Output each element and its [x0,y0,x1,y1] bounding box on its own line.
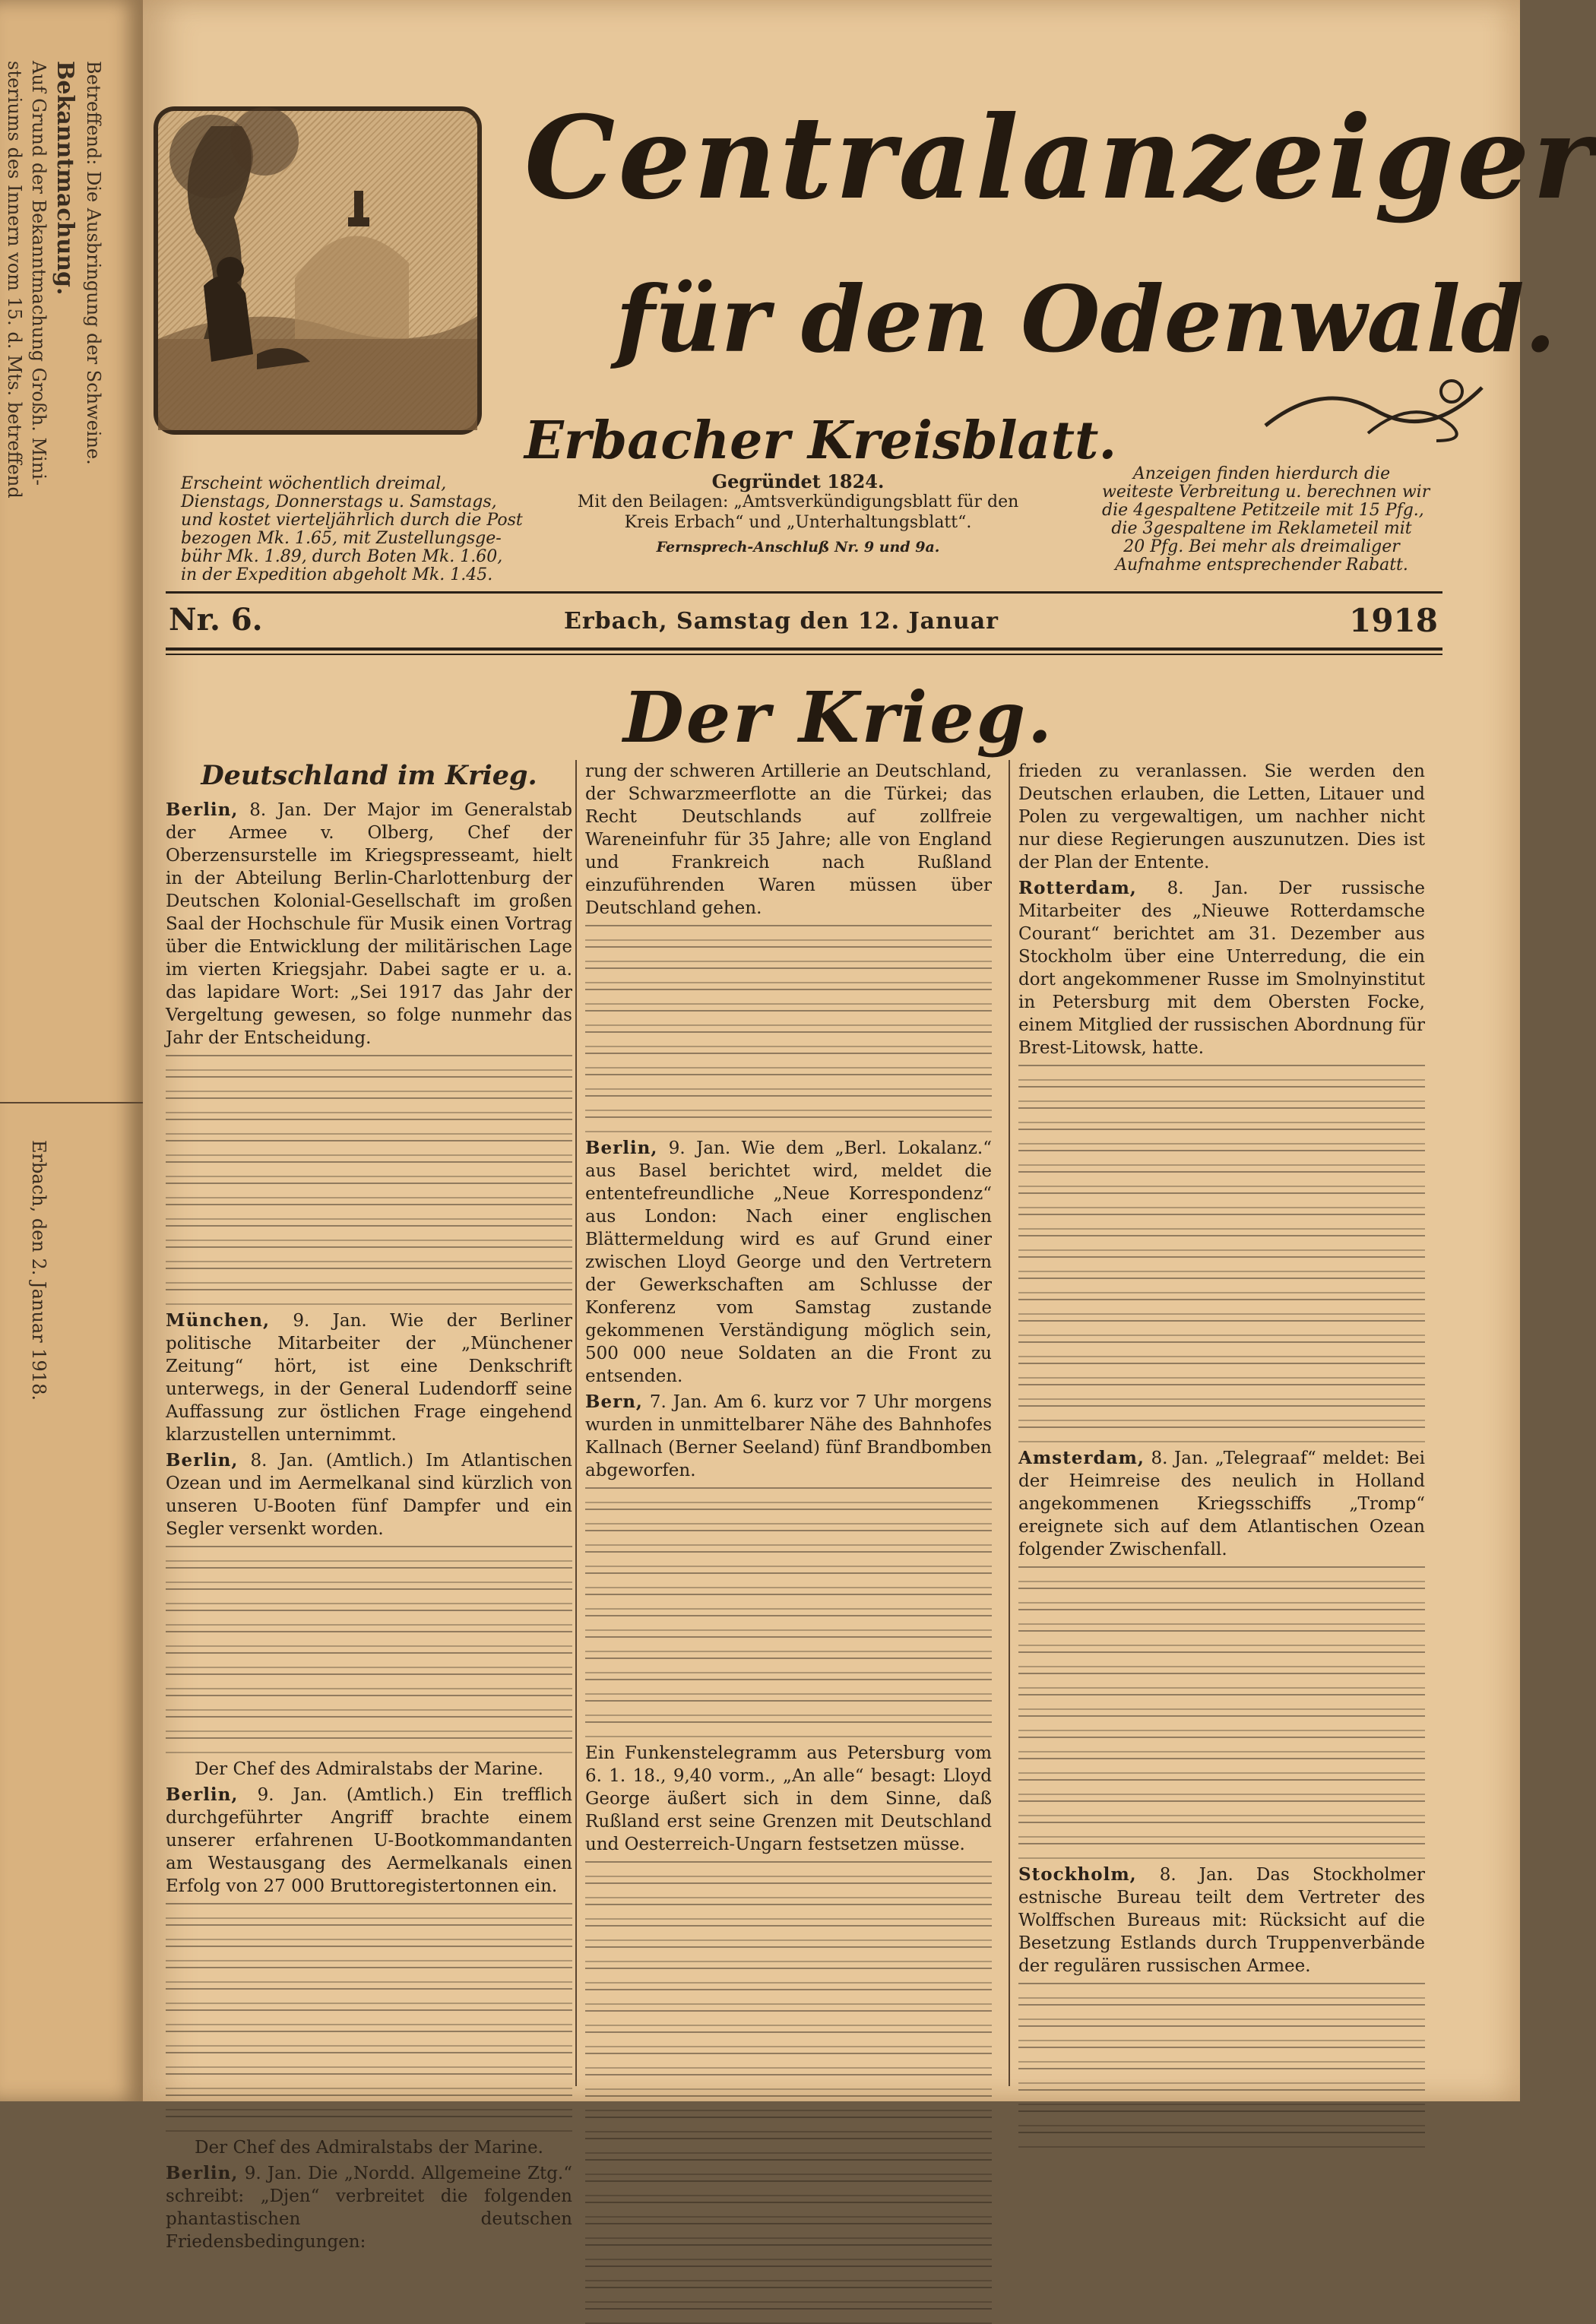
article-heading: Deutschland im Krieg. [201,760,537,791]
illegible-text-line [585,2031,992,2047]
illegible-text-line [585,1925,992,1941]
title-line-2: für den Odenwald. [616,266,1556,373]
illegible-text-line [585,1116,992,1132]
illegible-text-line [585,1615,992,1631]
illegible-text-line [166,1737,572,1753]
illegible-text-line [166,1246,572,1262]
illegible-text-line [585,2180,992,2196]
illegible-text-line [1018,1715,1425,1731]
illegible-text-line [166,1924,572,1940]
illegible-text-line [1018,1673,1425,1689]
article-paragraph: Berlin, 8. Jan. Der Major im Generalstab der Armee v. Olberg, Chef der Oberzensurstelle im Kriegspresseamt, hielt in der Abteilung Berlin-Charlottenburg der Deutschen Kolonial-Gesellschaft im großen Saal der Hochschule für Musik einen Vortrag über die Entwicklung der militärischen Lage im vierten Kriegsjahr. Dabei sagte er u. a. das lapidare Wort: „Sei 1917 das Jahr der Vergeltung gewesen, so folge nunmehr das Jahr der Entscheidung. [166,799,572,1048]
illegible-text-line [166,1225,572,1241]
divider [0,1102,143,1103]
divider [166,647,1442,651]
article-paragraph: Berlin, 9. Jan. Wie dem „Berl. Lokalanz.“ aus Basel berichtet wird, meldet die ententefreundliche „Neue Korrespondenz“ aus London: Nach einer englischen Blättermeldung wird es auf Grund einer zwischen Lloyd George und den Vertretern der Gewerkschaften am Schlusse der Konferenz vom Samstag zustande gekommenen Verständigung möglich sein, 500 000 neue Soldaten an die Front zu entsenden. [585,1138,992,1386]
publication-info: Gegründet 1824. Mit den Beilagen: „Amtsverkündigungsblatt für den Kreis Erbach“ und „Unterhaltungsblatt“. Fernsprech-Anschluß Nr. 9 und 9a. [562,471,1034,558]
illegible-text-line [585,2117,992,2132]
illegible-text-line [585,1509,992,1525]
illegible-text-line [166,2116,572,2132]
illegible-text-line [166,1204,572,1220]
phone-number: Fernsprech-Anschluß Nr. 9 und 9a. [656,539,940,556]
article-paragraph: frieden zu veranlassen. Sie werden den Deutschen erlauben, die Letten, Litauer und Polen zu vergewaltigen, um nachher nicht nur diese Regierungen auszunutzen. Dies ist der Plan der Entente. [1018,761,1425,872]
illegible-text-line [585,2010,992,2026]
illegible-text-line [1018,1800,1425,1816]
illegible-text-line [166,1055,572,1071]
side-strip-text: Betreffend: Die Ausbringung der Schweine. [83,61,104,465]
place-date: Erbach, Samstag den 12. Januar [564,608,999,635]
illegible-text-line [166,1610,572,1626]
illegible-text-line [1018,1843,1425,1859]
illegible-text-line [585,2287,992,2303]
illegible-text-line [1018,2047,1425,2063]
illegible-text-line [585,1551,992,1567]
illegible-text-line [1018,1150,1425,1166]
illegible-text-line [585,1882,992,1898]
illegible-text-line [166,1546,572,1562]
illegible-text-line [1018,1086,1425,1102]
divider [166,654,1442,655]
illegible-text-line [585,1530,992,1546]
article-paragraph: München, 9. Jan. Wie der Berliner politische Mitarbeiter der „Münchener Zeitung“ hört, ist eine Denkschrift unterwegs, in der General Ludendorff seine Auffassung zur östlichen Frage eingehend klarzustellen unternimmt. [166,1310,573,1445]
issue-year: 1918 [1349,602,1438,639]
illegible-text-line [585,1572,992,1588]
illegible-text-line [166,1161,572,1177]
illegible-text-line [585,2202,992,2218]
article-paragraph: Berlin, 9. Jan. Die „Nordd. Allgemeine Ztg.“ schreibt: „Djen“ verbreitet die folgenden phantastischen deutschen Friedensbedingungen: [166,2163,572,2252]
article-paragraph: Bern, 7. Jan. Am 6. kurz vor 7 Uhr morgens wurden in unmittelbarer Nähe des Bahnhofes Kallnach (Berner Seeland) fünf Brandbomben abgeworfen. [585,1392,993,1480]
illegible-text-line [585,1989,992,2005]
illegible-text-line [166,1567,572,1583]
illegible-text-line [1018,1363,1425,1379]
main-headline: Der Krieg. [623,676,1055,758]
illegible-text-line [166,1076,572,1092]
illegible-text-line [166,1097,572,1113]
subscription-info: Erscheint wöchentlich dreimal, Dienstags, Donnerstags u. Samstags, und kostet vierteljährlich durch die Post bezogen Mk. 1.65, mit Zustellungsge- bühr Mk. 1.89, durch Boten Mk. 1.60, in der Expedition abgeholt Mk. 1.45. [181,474,523,584]
illegible-text-line [1018,1694,1425,1710]
illegible-text-line [585,1487,992,1503]
previous-page-edge [0,0,143,2101]
newspaper-subtitle: Erbacher Kreisblatt. [524,410,1117,471]
illegible-text-line [1018,1758,1425,1774]
article-paragraph: Amsterdam, 8. Jan. „Telegraaf“ meldet: Bei der Heimreise des neulich in Holland angekommenen Kriegsschiffs „Tromp“ ereignete sich auf dem Atlantischen Ozean folgender Zwischenfall. [1018,1448,1425,1559]
illegible-text-line [166,1289,572,1305]
illegible-text-line [585,1679,992,1695]
illegible-text-line [585,1074,992,1090]
article-paragraph: Berlin, 9. Jan. (Amtlich.) Ein trefflich durchgeführter Angriff brachte einem unserer erfahrenen U-Bootkommandanten am Westausgang des Aermelkanals einen Erfolg von 27 000 Bruttoregistertonnen ein. [166,1784,573,1896]
illegible-text-line [166,1716,572,1732]
illegible-text-line [1018,2089,1425,2105]
illegible-text-line [585,1946,992,1962]
article-paragraph: rung der schweren Artillerie an Deutschland, der Schwarzmeerflotte an die Türkei; das Recht Deutschlands auf zollfreie Wareneinfuhr für 35 Jahre; alle von England und Frankreich nach Rußland einzuführenden Waren müssen über Deutschland gehen. [585,761,992,918]
article-paragraph: Berlin, 8. Jan. (Amtlich.) Im Atlantischen Ozean und im Aermelkanal sind kürzlich von unseren U-Booten fünf Dampfer und ein Segler versenkt worden. [166,1450,572,1539]
side-strip-text: Erbach, den 2. Januar 1918. [28,1140,49,1401]
article-paragraph: Stockholm, 8. Jan. Das Stockholmer estnische Bureau teilt dem Vertreter des Wolffschen Bureaus mit: Rücksicht auf die Besetzung Estlands durch Truppenverbände der regulären russischen Armee. [1018,1864,1425,1976]
advertising-info: Anzeigen finden hierdurch die weiteste Verbreitung u. berechnen wir die 4gespaltene Petitzeile mit 15 Pfg., die 3gespaltene im Reklameteil mit 20 Pfg. Bei mehr als dreimaliger Aufnahme entsprechender Rabatt. [1102,464,1430,575]
illegible-text-line [585,1904,992,1920]
illegible-text-line [166,2073,572,2089]
illegible-text-line [1018,1566,1425,1582]
illegible-text-line [585,2244,992,2260]
illegible-text-line [1018,1384,1425,1400]
illegible-text-line [166,1268,572,1284]
illegible-text-line [1018,1630,1425,1646]
illegible-text-line [585,1861,992,1877]
article-signature: Der Chef des Admiralstabs der Marine. [195,1759,543,1779]
illegible-text-line [1018,1192,1425,1208]
article-column-1 [166,760,573,2252]
illegible-text-line [166,1588,572,1604]
illegible-text-line [1018,1822,1425,1838]
article-column-2 [585,760,992,2086]
illegible-text-line [166,1652,572,1668]
illegible-text-line [585,967,992,983]
illegible-text-line [585,2138,992,2154]
landscape-illustration [158,111,477,430]
illegible-text-line [1018,1129,1425,1145]
illegible-text-line [1018,1737,1425,1752]
illegible-text-line [585,1658,992,1673]
illegible-text-line [166,1695,572,1711]
illegible-text-line [585,1968,992,1984]
article-column-3 [1018,760,1425,2086]
illegible-text-line [585,2223,992,2239]
illegible-text-line [166,1183,572,1198]
illegible-text-line [585,1031,992,1047]
illegible-text-line [585,2265,992,2281]
illegible-text-line [166,2031,572,2047]
illegible-text-line [166,1967,572,1983]
illegible-text-line [1018,1235,1425,1251]
masthead-vignette-image [154,106,482,435]
illegible-text-line [166,1673,572,1689]
issue-number: Nr. 6. [169,602,263,638]
illegible-text-line [1018,1651,1425,1667]
illegible-text-line [166,1988,572,2004]
illegible-text-line [585,2159,992,2175]
illegible-text-line [1018,2068,1425,2084]
illegible-text-line [1018,1065,1425,1081]
illegible-text-line [585,2095,992,2111]
illegible-text-line [585,1636,992,1652]
side-strip-text: Auf Grund der Bekanntmachung Großh. Mini- [28,61,49,486]
column-divider [575,760,577,2086]
illegible-text-line [585,1053,992,1069]
illegible-text-line [166,1631,572,1647]
illegible-text-line [585,1700,992,1716]
illegible-text-line [585,2308,992,2324]
side-strip-text: steriums des Innern vom 15. d. Mts. betreffend [4,61,25,499]
side-strip-text: Bekanntmachung. [52,61,78,296]
illegible-text-line [585,1721,992,1737]
illegible-text-line [166,2052,572,2068]
illegible-text-line [1018,2110,1425,2126]
illegible-text-line [166,1946,572,1961]
article-paragraph: Ein Funkenstelegramm aus Petersburg vom 6. 1. 18., 9,40 vorm., „An alle“ besagt: Lloyd George äußert sich in dem Sinne, daß Rußland erst seine Grenzen mit Deutschland und Oesterreich-Ungarn festsetzen müsse. [585,1743,992,1854]
illegible-text-line [1018,1278,1425,1293]
illegible-text-line [1018,1983,1425,1999]
illegible-text-line [585,925,992,941]
column-divider [1009,760,1010,2086]
illegible-text-line [1018,1214,1425,1230]
illegible-text-line [1018,1609,1425,1625]
illegible-text-line [1018,1426,1425,1442]
illegible-text-line [166,2094,572,2110]
article-paragraph: Rotterdam, 8. Jan. Der russische Mitarbeiter des „Nieuwe Rotterdamsche Courant“ berichtet am 31. Dezember aus Stockholm über eine Unterredung, die ein dort angekommener Russe im Smolnyinstitut in Petersburg mit dem Obersten Focke, einem Mitglied der russischen Abordnung für Brest-Litowsk, hatte. [1018,878,1426,1058]
illegible-text-line [166,1903,572,1919]
illegible-text-line [585,1095,992,1111]
article-signature: Der Chef des Admiralstabs der Marine. [195,2138,543,2158]
illegible-text-line [1018,2004,1425,2020]
illegible-text-line [1018,1171,1425,1187]
illegible-text-line [585,989,992,1005]
title-line-1: Centralanzeiger [524,91,1596,225]
illegible-text-line [166,1119,572,1135]
illegible-text-line [585,1594,992,1610]
illegible-text-line [1018,1256,1425,1272]
illegible-text-line [166,2009,572,2025]
illegible-text-line [585,2074,992,2090]
illegible-text-line [1018,1341,1425,1357]
ornament-flourish [1262,365,1490,448]
illegible-text-line [1018,2132,1425,2148]
illegible-text-line [166,1140,572,1156]
illegible-text-line [1018,1779,1425,1795]
illegible-text-line [1018,1588,1425,1604]
dateline [169,602,1438,638]
divider [166,591,1442,594]
founded-year: Gegründet 1824. [711,470,885,492]
illegible-text-line [585,946,992,962]
illegible-text-line [1018,1299,1425,1315]
illegible-text-line [1018,1107,1425,1123]
illegible-text-line [585,1010,992,1026]
newspaper-title [524,91,1596,410]
illegible-text-line [585,2053,992,2069]
illegible-text-line [1018,1320,1425,1336]
illegible-text-line [1018,2025,1425,2041]
illegible-text-line [1018,1405,1425,1421]
